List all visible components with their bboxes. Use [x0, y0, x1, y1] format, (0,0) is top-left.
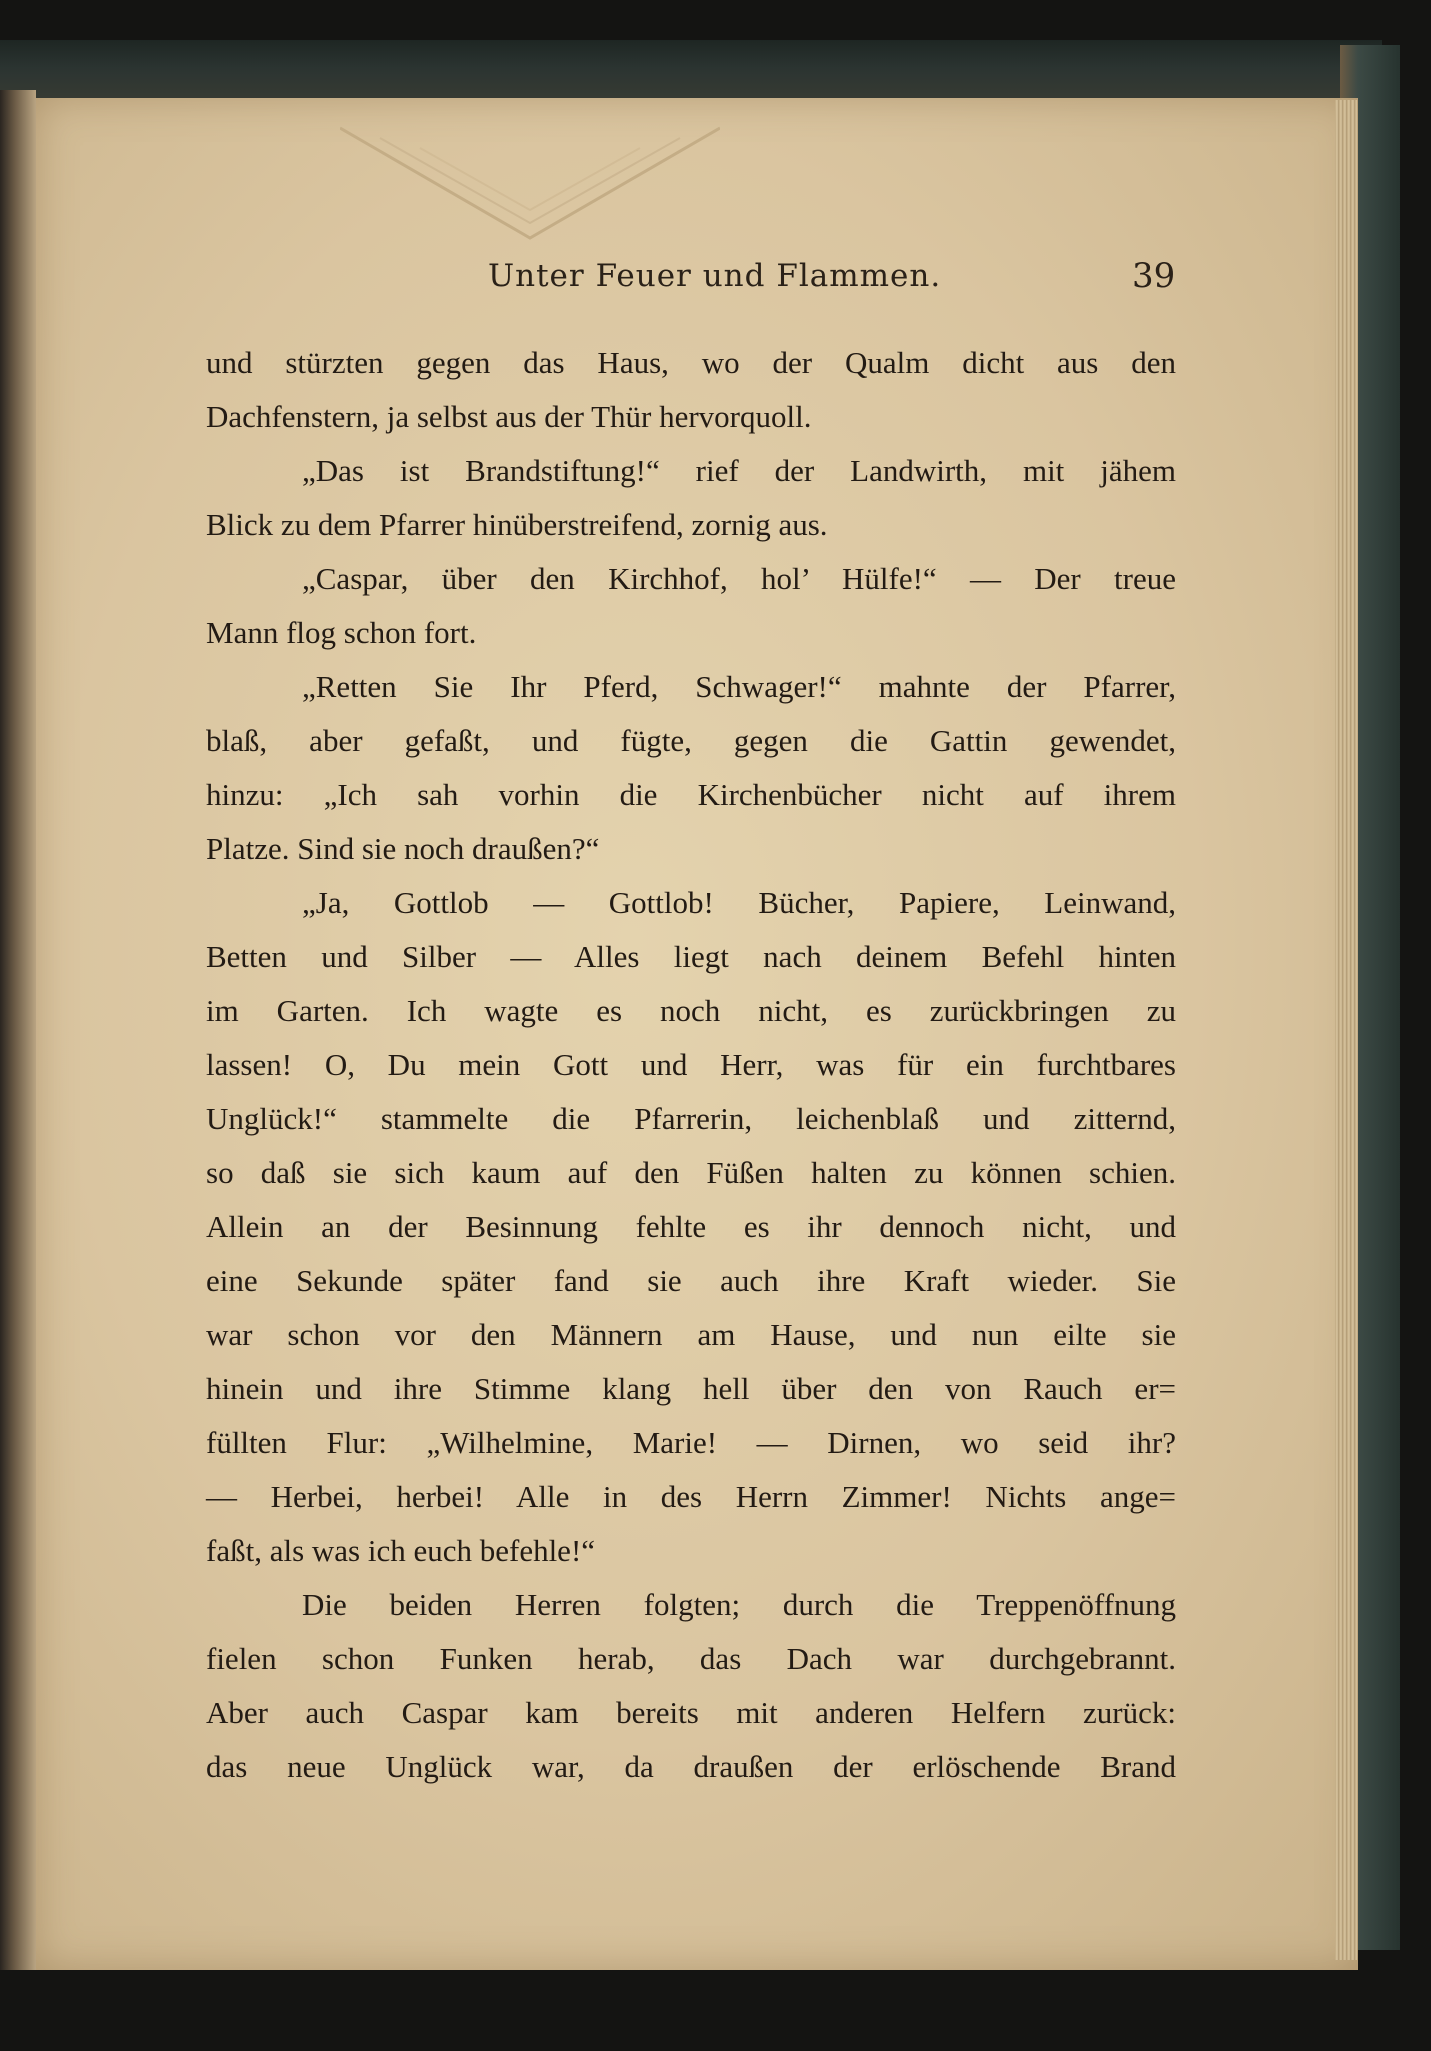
book-spine — [0, 90, 36, 1970]
text-line: blaß, aber gefaßt, und fügte, gegen die Gattin gewendet, — [206, 723, 1176, 758]
text-line: Allein an der Besinnung fehlte es ihr dennoch nicht, und — [206, 1209, 1176, 1244]
text-line: war schon vor den Männern am Hause, und nun eilte sie — [206, 1317, 1176, 1352]
text-line: Betten und Silber — Alles liegt nach deinem Befehl hinten — [206, 939, 1176, 974]
text-line: „Das ist Brandstiftung!“ rief der Landwirth, mit jähem — [302, 453, 1176, 488]
text-line: und stürzten gegen das Haus, wo der Qualm dicht aus den — [206, 345, 1176, 380]
running-header — [0, 258, 1431, 302]
text-line: „Retten Sie Ihr Pferd, Schwager!“ mahnte der Pfarrer, — [302, 669, 1176, 704]
running-title: Unter Feuer und Flammen. — [488, 258, 942, 294]
text-line: eine Sekunde später fand sie auch ihre Kraft wieder. Sie — [206, 1263, 1176, 1298]
text-line: hinzu: „Ich sah vorhin die Kirchenbücher nicht auf ihrem — [206, 777, 1176, 812]
text-line: im Garten. Ich wagte es noch nicht, es zurückbringen zu — [206, 993, 1176, 1028]
body-text — [206, 336, 1176, 1794]
text-line: Blick zu dem Pfarrer hinüberstreifend, zornig aus. — [206, 507, 828, 542]
text-line: Aber auch Caspar kam bereits mit anderen Helfern zurück: — [206, 1695, 1176, 1730]
text-line: füllten Flur: „Wilhelmine, Marie! — Dirnen, wo seid ihr? — [206, 1425, 1176, 1460]
text-line: das neue Unglück war, da draußen der erlöschende Brand — [206, 1749, 1176, 1784]
text-line: Platze. Sind sie noch draußen?“ — [206, 831, 600, 866]
text-line: „Ja, Gottlob — Gottlob! Bücher, Papiere, Leinwand, — [302, 885, 1176, 920]
text-line: faßt, als was ich euch befehle!“ — [206, 1533, 596, 1568]
page-fold-crease — [340, 118, 720, 248]
text-line: so daß sie sich kaum auf den Füßen halten zu können schien. — [206, 1155, 1176, 1190]
text-line: Unglück!“ stammelte die Pfarrerin, leichenblaß und zitternd, — [206, 1101, 1176, 1136]
text-line: — Herbei, herbei! Alle in des Herrn Zimmer! Nichts ange= — [206, 1479, 1176, 1514]
page-edges — [1335, 100, 1357, 1960]
text-line: hinein und ihre Stimme klang hell über den von Rauch er= — [206, 1371, 1176, 1406]
text-line: lassen! O, Du mein Gott und Herr, was für ein furchtbares — [206, 1047, 1176, 1082]
text-line: fielen schon Funken herab, das Dach war durchgebrannt. — [206, 1641, 1176, 1676]
text-line: Mann flog schon fort. — [206, 615, 477, 650]
page-number: 39 — [1132, 256, 1176, 296]
text-line: „Caspar, über den Kirchhof, hol’ Hülfe!“ — Der treue — [302, 561, 1176, 596]
text-line: Die beiden Herren folgten; durch die Treppenöffnung — [302, 1587, 1176, 1622]
text-line: Dachfenstern, ja selbst aus der Thür hervorquoll. — [206, 399, 812, 434]
